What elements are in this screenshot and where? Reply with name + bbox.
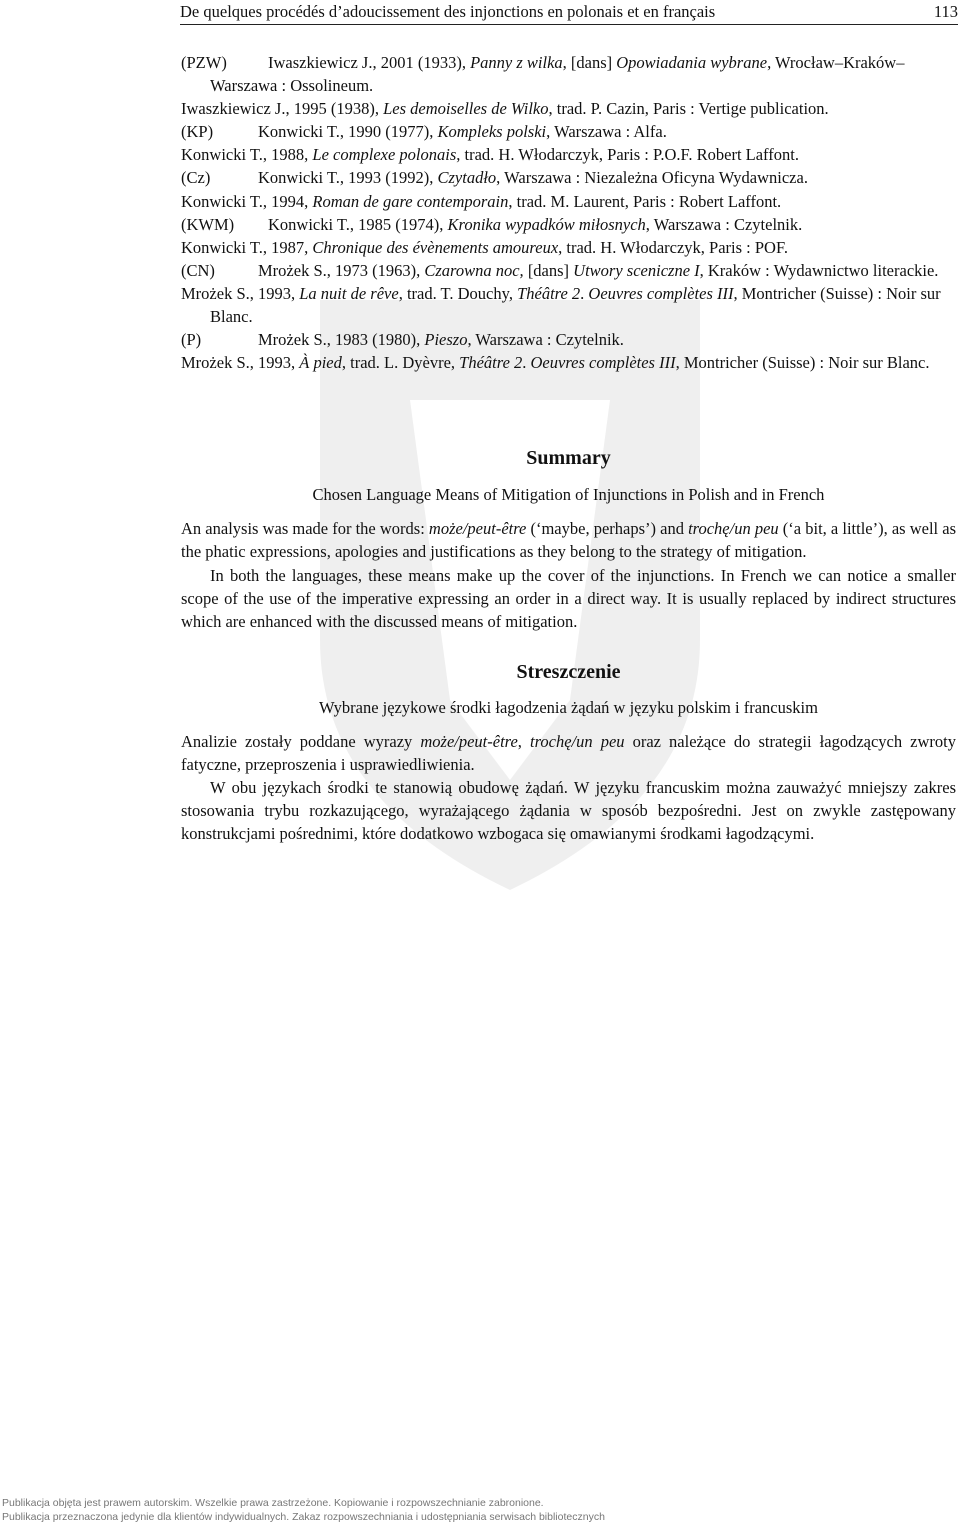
text-segment: Opowiadania wybrane — [616, 53, 768, 72]
text-segment: Konwicki T., 1988, — [181, 145, 313, 165]
summary-heading: Summary — [526, 447, 611, 470]
summary-subheading: Chosen Language Means of Mitigation of Injunctions in Polish and in French — [312, 485, 825, 505]
text-segment: Kompleks polski — [437, 122, 547, 142]
entry-tag: (KWM) — [181, 214, 235, 234]
text-segment: Oeuvres complètes III — [530, 353, 676, 373]
copyright-footer — [2, 1496, 902, 1524]
header-rule — [180, 24, 958, 25]
bibliography-entry — [181, 51, 956, 97]
text-segment: Théâtre 2 — [517, 283, 581, 303]
bibliography — [181, 51, 956, 374]
page-number: 113 — [933, 2, 958, 21]
streszczenie-paragraph — [181, 730, 956, 776]
bibliography-entry — [181, 120, 956, 143]
text-segment: , [dans] — [562, 53, 617, 72]
text-segment: Czarowna noc, — [424, 260, 524, 280]
text-segment: Konwicki T., 1993 (1992), — [258, 168, 438, 188]
text-segment: , trad. L. Dyèvre, — [341, 353, 460, 373]
bibliography-entry — [181, 213, 956, 236]
text-segment: , Kraków : Wydawnictwo literackie. — [699, 260, 939, 280]
text-segment: trochę/un peu — [688, 519, 779, 539]
entry-tag: (P) — [181, 330, 202, 350]
streszczenie-body — [181, 730, 956, 845]
text-segment: Chronique des évènements amoureux — [312, 237, 559, 257]
entry-tag: (PZW) — [181, 53, 227, 72]
text-segment: Utwory sceniczne I — [573, 260, 700, 280]
text-segment: Mrożek S., 1973 (1963), — [258, 260, 425, 280]
bibliography-entry — [181, 328, 956, 351]
text-segment: Mrożek S., 1993, — [181, 283, 300, 303]
text-segment: (‘maybe, perhaps’) and — [526, 519, 689, 539]
streszczenie-heading: Streszczenie — [516, 660, 621, 683]
bibliography-entry — [181, 143, 956, 166]
bibliography-entry — [181, 190, 956, 213]
text-segment: Analizie zostały poddane wyrazy — [181, 731, 421, 751]
entry-tag: (CN) — [181, 260, 215, 280]
text-segment: Mrożek S., 1983 (1980), — [258, 330, 425, 350]
text-segment: oraz należące do strategii łagodzących zwroty fatyczne, przeproszenia i usprawiedliwienia. — [181, 731, 957, 774]
bibliography-entry — [181, 97, 956, 120]
streszczenie-subheading: Wybrane językowe środki łagodzenia żądań w języku polskim i francuskim — [319, 697, 818, 717]
bibliography-entry — [181, 236, 956, 259]
entry-tag: (KP) — [181, 122, 214, 142]
text-segment: Konwicki T., 1985 (1974), — [268, 214, 448, 234]
text-segment: [dans] — [523, 260, 574, 280]
footer-line-1: Publikacja objęta jest prawem autorskim. Wszelkie prawa zastrzeżone. Kopiowanie i rozpowszechnianie zabronione. — [2, 1497, 544, 1509]
summary-paragraph — [181, 564, 956, 633]
text-segment: może/peut-être — [428, 519, 527, 539]
text-segment: À pied — [299, 353, 342, 373]
text-segment: , trad. H. Włodarczyk, Paris : POF. — [558, 237, 788, 257]
text-segment: , Warszawa : Czytelnik. — [645, 214, 803, 234]
summary-paragraph — [181, 517, 956, 563]
text-segment: , Montricher (Suisse) : Noir sur Blanc. — [210, 283, 941, 327]
streszczenie-paragraph — [181, 776, 956, 845]
text-segment: Le complexe polonais — [312, 145, 457, 165]
text-segment: , Montricher (Suisse) : Noir sur Blanc. — [675, 353, 930, 373]
text-segment: , trad. P. Cazin, Paris : Vertige publication. — [548, 99, 829, 119]
text-segment: może/peut-être — [420, 731, 518, 751]
bibliography-entry — [181, 259, 956, 282]
running-title: De quelques procédés d’adoucissement des injonctions en polonais et en français — [180, 2, 716, 21]
text-segment: , trad. M. Laurent, Paris : Robert Laffont. — [508, 191, 782, 211]
bibliography-entry — [181, 351, 956, 374]
text-segment: Konwicki T., 1994, — [181, 191, 313, 211]
text-segment: Konwicki T., 1990 (1977), — [258, 122, 438, 142]
text-segment: Iwaszkiewicz J., 1995 (1938), — [181, 99, 384, 119]
bibliography-entry — [181, 166, 956, 189]
text-segment: trochę/un peu — [530, 731, 625, 751]
text-segment: (‘a bit, a little’), as well as the phatic expressions, apologies and justifications as they belong to the strategy of mitigation. — [181, 519, 956, 562]
text-segment: Czytadło — [437, 168, 497, 188]
text-segment: . — [522, 353, 531, 373]
text-segment: Iwaszkiewicz J., 2001 (1933), — [268, 53, 471, 72]
text-segment: Panny z wilka — [470, 53, 563, 72]
bibliography-entry — [181, 282, 956, 328]
text-segment: Kronika wypadków miłosnych — [447, 214, 646, 234]
text-segment: W obu językach środki te stanowią obudowę żądań. W języku francuskim można zauważyć mniejszy zakres stosowania trybu rozkazującego, wyrażającego żądania w sposób bezpośredni. Jest on zwykle zastępowany konstrukcjami pośrednimi, które dodatkowo wzbogaca się omawianymi środkami łagodzącymi. — [181, 777, 956, 844]
page-content — [181, 51, 956, 845]
text-segment: Les demoiselles de Wilko — [383, 99, 549, 119]
running-header — [180, 0, 958, 24]
text-segment: Roman de gare contemporain — [312, 191, 509, 211]
text-segment: , Warszawa : Niezależna Oficyna Wydawnicza. — [496, 168, 808, 188]
text-segment: . — [580, 283, 589, 303]
text-segment: Mrożek S., 1993, — [181, 353, 300, 373]
text-segment: An analysis was made for the words: — [181, 519, 429, 539]
text-segment: La nuit de rêve — [299, 283, 399, 303]
text-segment: , — [517, 731, 530, 751]
footer-line-2: Publikacja przeznaczona jedynie dla klientów indywidualnych. Zakaz rozpowszechniania i udostępniania serwisach bibliotecznych — [2, 1511, 605, 1523]
text-segment: , trad. T. Douchy, — [398, 283, 518, 303]
text-segment: Konwicki T., 1987, — [181, 237, 313, 257]
text-segment: , Warszawa : Alfa. — [546, 122, 667, 142]
summary-body — [181, 517, 956, 632]
text-segment: In both the languages, these means make up the cover of the injunctions. In French we can notice a smaller scope of the use of the imperative expressing an order in a direct way. It is usually replaced by indirect structures which are enhanced with the discussed means of mitigation. — [181, 565, 956, 631]
text-segment: , trad. H. Włodarczyk, Paris : P.O.F. Robert Laffont. — [456, 145, 799, 165]
text-segment: Pieszo — [424, 330, 468, 350]
text-segment: , Warszawa : Czytelnik. — [467, 330, 624, 350]
text-segment: , Wrocław–Kraków–Warszawa : Ossolineum. — [210, 53, 905, 96]
text-segment: Oeuvres complètes III — [588, 283, 734, 303]
text-segment: Théâtre 2 — [459, 353, 523, 373]
entry-tag: (Cz) — [181, 168, 211, 188]
